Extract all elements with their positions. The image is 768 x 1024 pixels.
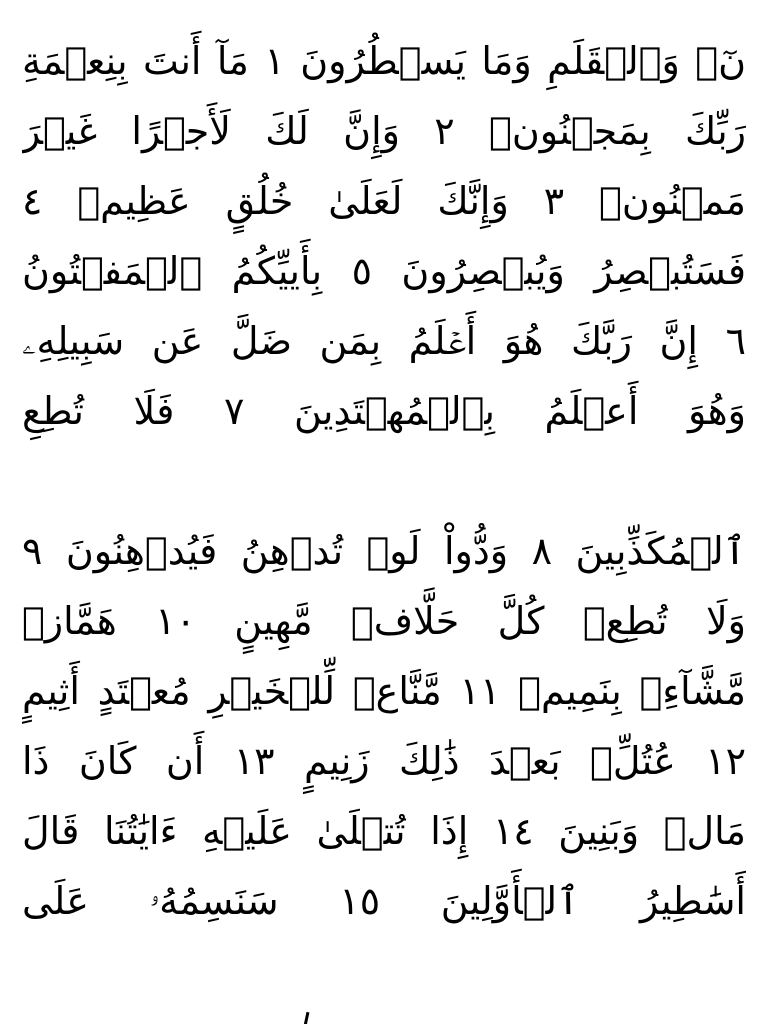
cut-off-next-line [22, 1000, 746, 1024]
text-block-2 [22, 516, 746, 936]
text-line: وَلَا تُطِعۡ كُلَّ حَلَّافٖ مَّهِينٍ ١٠ هَمَّازٖ [22, 599, 746, 643]
text-line: رَبِّكَ بِمَجۡنُونٖ ٢ وَإِنَّ لَكَ لَأَجۡرًا غَيۡرَ [22, 109, 746, 153]
diacritic-mark [304, 1012, 310, 1024]
text-line: ١٢ عُتُلِّۭ بَعۡدَ ذَٰلِكَ زَنِيمٍ ١٣ أَن كَانَ ذَا [22, 739, 746, 783]
text-line: مَمۡنُونٖ ٣ وَإِنَّكَ لَعَلَىٰ خُلُقٍ عَظِيمٖ ٤ [22, 179, 746, 223]
text-line: فَسَتُبۡصِرُ وَيُبۡصِرُونَ ٥ بِأَييِّكُمُ ٱلۡمَفۡتُونُ [22, 249, 746, 293]
text-line: مَّشَّآءِۭ بِنَمِيمٖ ١١ مَّنَّاعٖ لِّلۡخَيۡرِ مُعۡتَدٍ أَثِيمٍ [22, 669, 746, 713]
text-line: أَسَٰطِيرُ ٱلۡأَوَّلِينَ ١٥ سَنَسِمُهُۥ عَلَى [22, 879, 746, 923]
text-line: ٱلۡمُكَذِّبِينَ ٨ وَدُّواْ لَوۡ تُدۡهِنُ فَيُدۡهِنُونَ ٩ [22, 529, 746, 573]
text-line: ٦ إِنَّ رَبَّكَ هُوَ أَعۡلَمُ بِمَن ضَلَّ عَن سَبِيلِهِۦ [22, 319, 746, 363]
text-line: مَالٖ وَبَنِينَ ١٤ إِذَا تُتۡلَىٰ عَلَيۡهِ ءَايَٰتُنَا قَالَ [22, 809, 746, 853]
text-line: نٓۚ وَٱلۡقَلَمِ وَمَا يَسۡطُرُونَ ١ مَآ أَنتَ بِنِعۡمَةِ [22, 39, 746, 83]
text-block-1 [22, 26, 746, 446]
text-line: وَهُوَ أَعۡلَمُ بِٱلۡمُهۡتَدِينَ ٧ فَلَا تُطِعِ [22, 389, 746, 433]
